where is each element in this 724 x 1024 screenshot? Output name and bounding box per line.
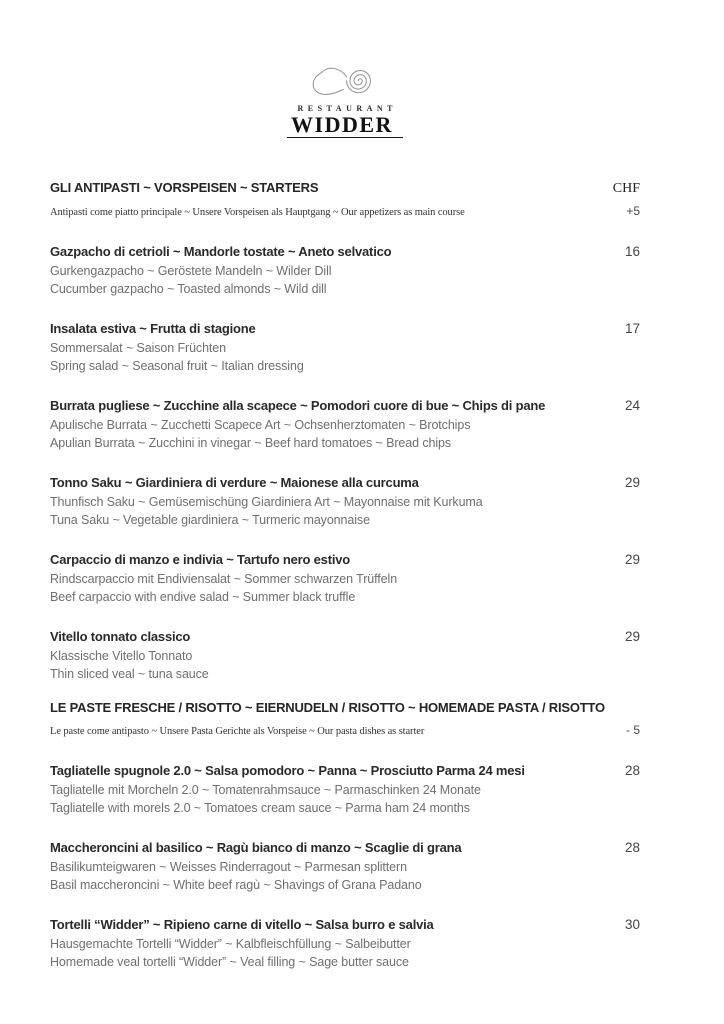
menu-item (50, 473, 640, 529)
item-price: 29 (624, 629, 640, 645)
currency-label: CHF (612, 181, 640, 197)
item-desc-en: Thin sliced veal ~ tuna sauce (50, 667, 209, 682)
item-price: 30 (624, 917, 640, 933)
item-title: Vitello tonnato classico (50, 629, 191, 645)
section-note: Le paste come antipasto ~ Unsere Pasta Gerichte als Vorspeise ~ Our pasta dishes as starter (50, 726, 425, 738)
item-desc-de: Klassische Vitello Tonnato (50, 649, 193, 664)
section-title: GLI ANTIPASTI ~ VORSPEISEN ~ STARTERS (50, 180, 319, 196)
section-title: LE PASTE FRESCHE / RISOTTO ~ EIERNUDELN / RISOTTO ~ HOMEMADE PASTA / RISOTTO (50, 700, 605, 716)
item-desc-de: Thunfisch Saku ~ Gemüsemischüng Giardiniera Art ~ Mayonnaise mit Kurkuma (50, 495, 483, 510)
section-note-price: - 5 (625, 723, 640, 738)
item-price: 24 (624, 398, 640, 414)
menu-item (50, 319, 640, 375)
section-note: Antipasti come piatto principale ~ Unsere Vorspeisen als Hauptgang ~ Our appetizers as main course (50, 207, 465, 219)
item-price: 28 (624, 763, 640, 779)
item-title: Tortelli “Widder” ~ Ripieno carne di vitello ~ Salsa burro e salvia (50, 917, 434, 933)
item-desc-en: Spring salad ~ Seasonal fruit ~ Italian dressing (50, 359, 304, 374)
item-desc-de: Tagliatelle mit Morcheln 2.0 ~ Tomatenrahmsauce ~ Parmaschinken 24 Monate (50, 783, 481, 798)
item-title: Tagliatelle spugnole 2.0 ~ Salsa pomodoro ~ Panna ~ Prosciutto Parma 24 mesi (50, 763, 525, 779)
section-antipasti-header (50, 178, 640, 221)
item-desc-en: Apulian Burrata ~ Zucchini in vinegar ~ Beef hard tomatoes ~ Bread chips (50, 436, 452, 451)
item-desc-en: Tagliatelle with morels 2.0 ~ Tomatoes cream sauce ~ Parma ham 24 months (50, 801, 470, 816)
section-note-price: +5 (626, 204, 640, 219)
item-desc-de: Apulische Burrata ~ Zucchetti Scapece Art ~ Ochsenherztomaten ~ Brotchips (50, 418, 471, 433)
item-desc-en: Basil maccheroncini ~ White beef ragù ~ Shavings of Grana Padano (50, 878, 422, 893)
item-title: Burrata pugliese ~ Zucchine alla scapece ~ Pomodori cuore di bue ~ Chips di pane (50, 398, 546, 414)
item-title: Insalata estiva ~ Frutta di stagione (50, 321, 256, 337)
menu-item (50, 915, 640, 971)
menu-item (50, 242, 640, 298)
item-desc-en: Homemade veal tortelli “Widder” ~ Veal filling ~ Sage butter sauce (50, 955, 409, 970)
menu-item (50, 627, 640, 683)
item-price: 17 (624, 321, 640, 337)
logo (50, 57, 640, 138)
item-desc-de: Hausgemachte Tortelli “Widder” ~ Kalbfleischfüllung ~ Salbeibutter (50, 937, 411, 952)
item-title: Carpaccio di manzo e indivia ~ Tartufo nero estivo (50, 552, 351, 568)
item-desc-en: Tuna Saku ~ Vegetable giardiniera ~ Turmeric mayonnaise (50, 513, 370, 528)
menu-item (50, 396, 640, 452)
item-price: 29 (624, 475, 640, 491)
item-price: 29 (624, 552, 640, 568)
item-title: Gazpacho di cetrioli ~ Mandorle tostate ~ Aneto selvatico (50, 244, 392, 260)
item-price: 16 (624, 244, 640, 260)
item-desc-en: Cucumber gazpacho ~ Toasted almonds ~ Wild dill (50, 282, 327, 297)
brand-name: WIDDER (287, 113, 403, 138)
item-desc-de: Rindscarpaccio mit Endiviensalat ~ Sommer schwarzen Trüffeln (50, 572, 398, 587)
menu-item (50, 550, 640, 606)
item-desc-de: Basilikumteigwaren ~ Weisses Rinderragout ~ Parmesan splittern (50, 860, 407, 875)
menu (50, 178, 640, 971)
ram-horn-spiral-icon (285, 57, 405, 103)
item-desc-de: Sommersalat ~ Saison Früchten (50, 341, 227, 356)
item-title: Tonno Saku ~ Giardiniera di verdure ~ Maionese alla curcuma (50, 475, 419, 491)
item-price: 28 (624, 840, 640, 856)
item-desc-en: Beef carpaccio with endive salad ~ Summer black truffle (50, 590, 356, 605)
menu-item (50, 761, 640, 817)
item-desc-de: Gurkengazpacho ~ Geröstete Mandeln ~ Wilder Dill (50, 264, 332, 279)
restaurant-label: RESTAURANT (297, 104, 398, 113)
item-title: Maccheroncini al basilico ~ Ragù bianco di manzo ~ Scaglie di grana (50, 840, 462, 856)
menu-item (50, 838, 640, 894)
section-pasta-header (50, 698, 640, 740)
